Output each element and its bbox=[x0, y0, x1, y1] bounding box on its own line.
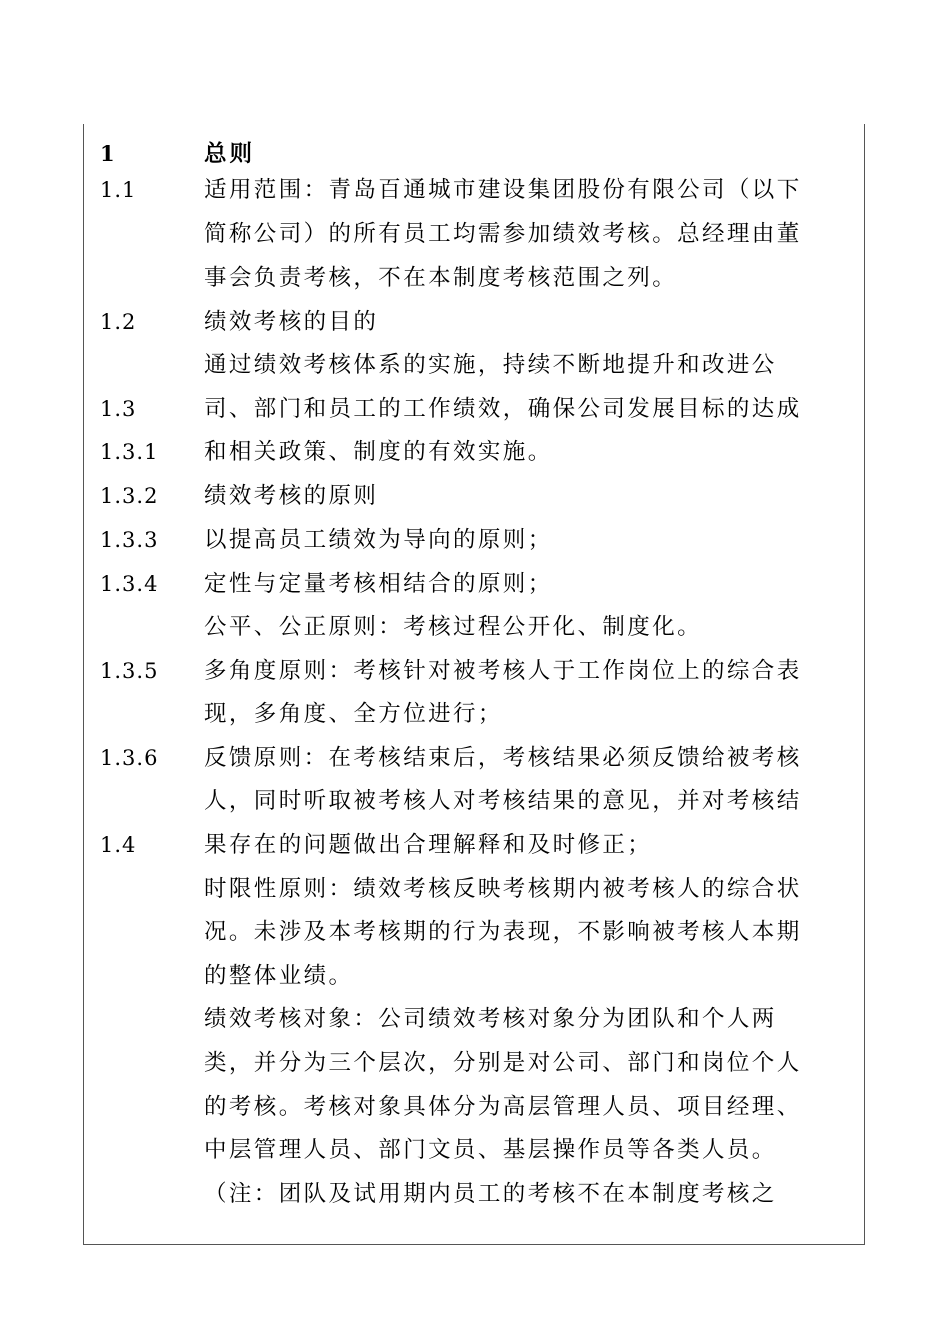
section-number-1-3-2: 1.3.2 bbox=[100, 484, 159, 508]
text-line: 定性与定量考核相结合的原则； bbox=[204, 571, 553, 597]
text-line: 现，多角度、全方位进行； bbox=[204, 701, 503, 727]
section-number-1-2: 1.2 bbox=[100, 310, 137, 334]
text-line: 绩效考核的原则 bbox=[204, 483, 379, 509]
text-line: 反馈原则：在考核结束后，考核结果必须反馈给被考核 bbox=[204, 745, 802, 771]
text-line: 绩效考核的目的 bbox=[204, 309, 379, 335]
section-heading: 总则 bbox=[204, 141, 256, 167]
text-line: 适用范围：青岛百通城市建设集团股份有限公司（以下 bbox=[204, 177, 802, 203]
section-number-1-3-3: 1.3.3 bbox=[100, 528, 159, 552]
section-number-1-3-1: 1.3.1 bbox=[100, 440, 159, 464]
section-number-1-3-4: 1.3.4 bbox=[100, 572, 159, 596]
text-line: 以提高员工绩效为导向的原则； bbox=[204, 527, 553, 553]
text-line: 多角度原则：考核针对被考核人于工作岗位上的综合表 bbox=[204, 658, 802, 684]
text-line: 通过绩效考核体系的实施，持续不断地提升和改进公 bbox=[204, 352, 777, 378]
text-line: 时限性原则：绩效考核反映考核期内被考核人的综合状 bbox=[204, 876, 802, 902]
text-line: 况。未涉及本考核期的行为表现，不影响被考核人本期 bbox=[204, 919, 802, 945]
text-line: （注：团队及试用期内员工的考核不在本制度考核之 bbox=[204, 1181, 777, 1207]
section-number-1: 1 bbox=[100, 141, 118, 166]
section-number-1-3: 1.3 bbox=[100, 397, 137, 421]
text-line: 的整体业绩。 bbox=[204, 963, 354, 989]
text-line: 简称公司）的所有员工均需参加绩效考核。总经理由董 bbox=[204, 221, 802, 247]
text-line: 果存在的问题做出合理解释和及时修正； bbox=[204, 832, 653, 858]
text-line: 事会负责考核，不在本制度考核范围之列。 bbox=[204, 265, 678, 291]
section-number-1-3-5: 1.3.5 bbox=[100, 659, 159, 683]
text-line: 人，同时听取被考核人对考核结果的意见，并对考核结 bbox=[204, 788, 802, 814]
section-number-1-3-6: 1.3.6 bbox=[100, 746, 159, 770]
section-number-1-1: 1.1 bbox=[100, 178, 137, 202]
text-line: 公平、公正原则：考核过程公开化、制度化。 bbox=[204, 614, 703, 640]
section-number-1-4: 1.4 bbox=[100, 833, 137, 857]
text-line: 绩效考核对象：公司绩效考核对象分为团队和个人两 bbox=[204, 1006, 777, 1032]
text-line: 和相关政策、制度的有效实施。 bbox=[204, 439, 553, 465]
text-line: 的考核。考核对象具体分为高层管理人员、项目经理、 bbox=[204, 1094, 802, 1120]
text-line: 司、部门和员工的工作绩效，确保公司发展目标的达成 bbox=[204, 396, 802, 422]
text-line: 类，并分为三个层次，分别是对公司、部门和岗位个人 bbox=[204, 1050, 802, 1076]
text-line: 中层管理人员、部门文员、基层操作员等各类人员。 bbox=[204, 1137, 777, 1163]
